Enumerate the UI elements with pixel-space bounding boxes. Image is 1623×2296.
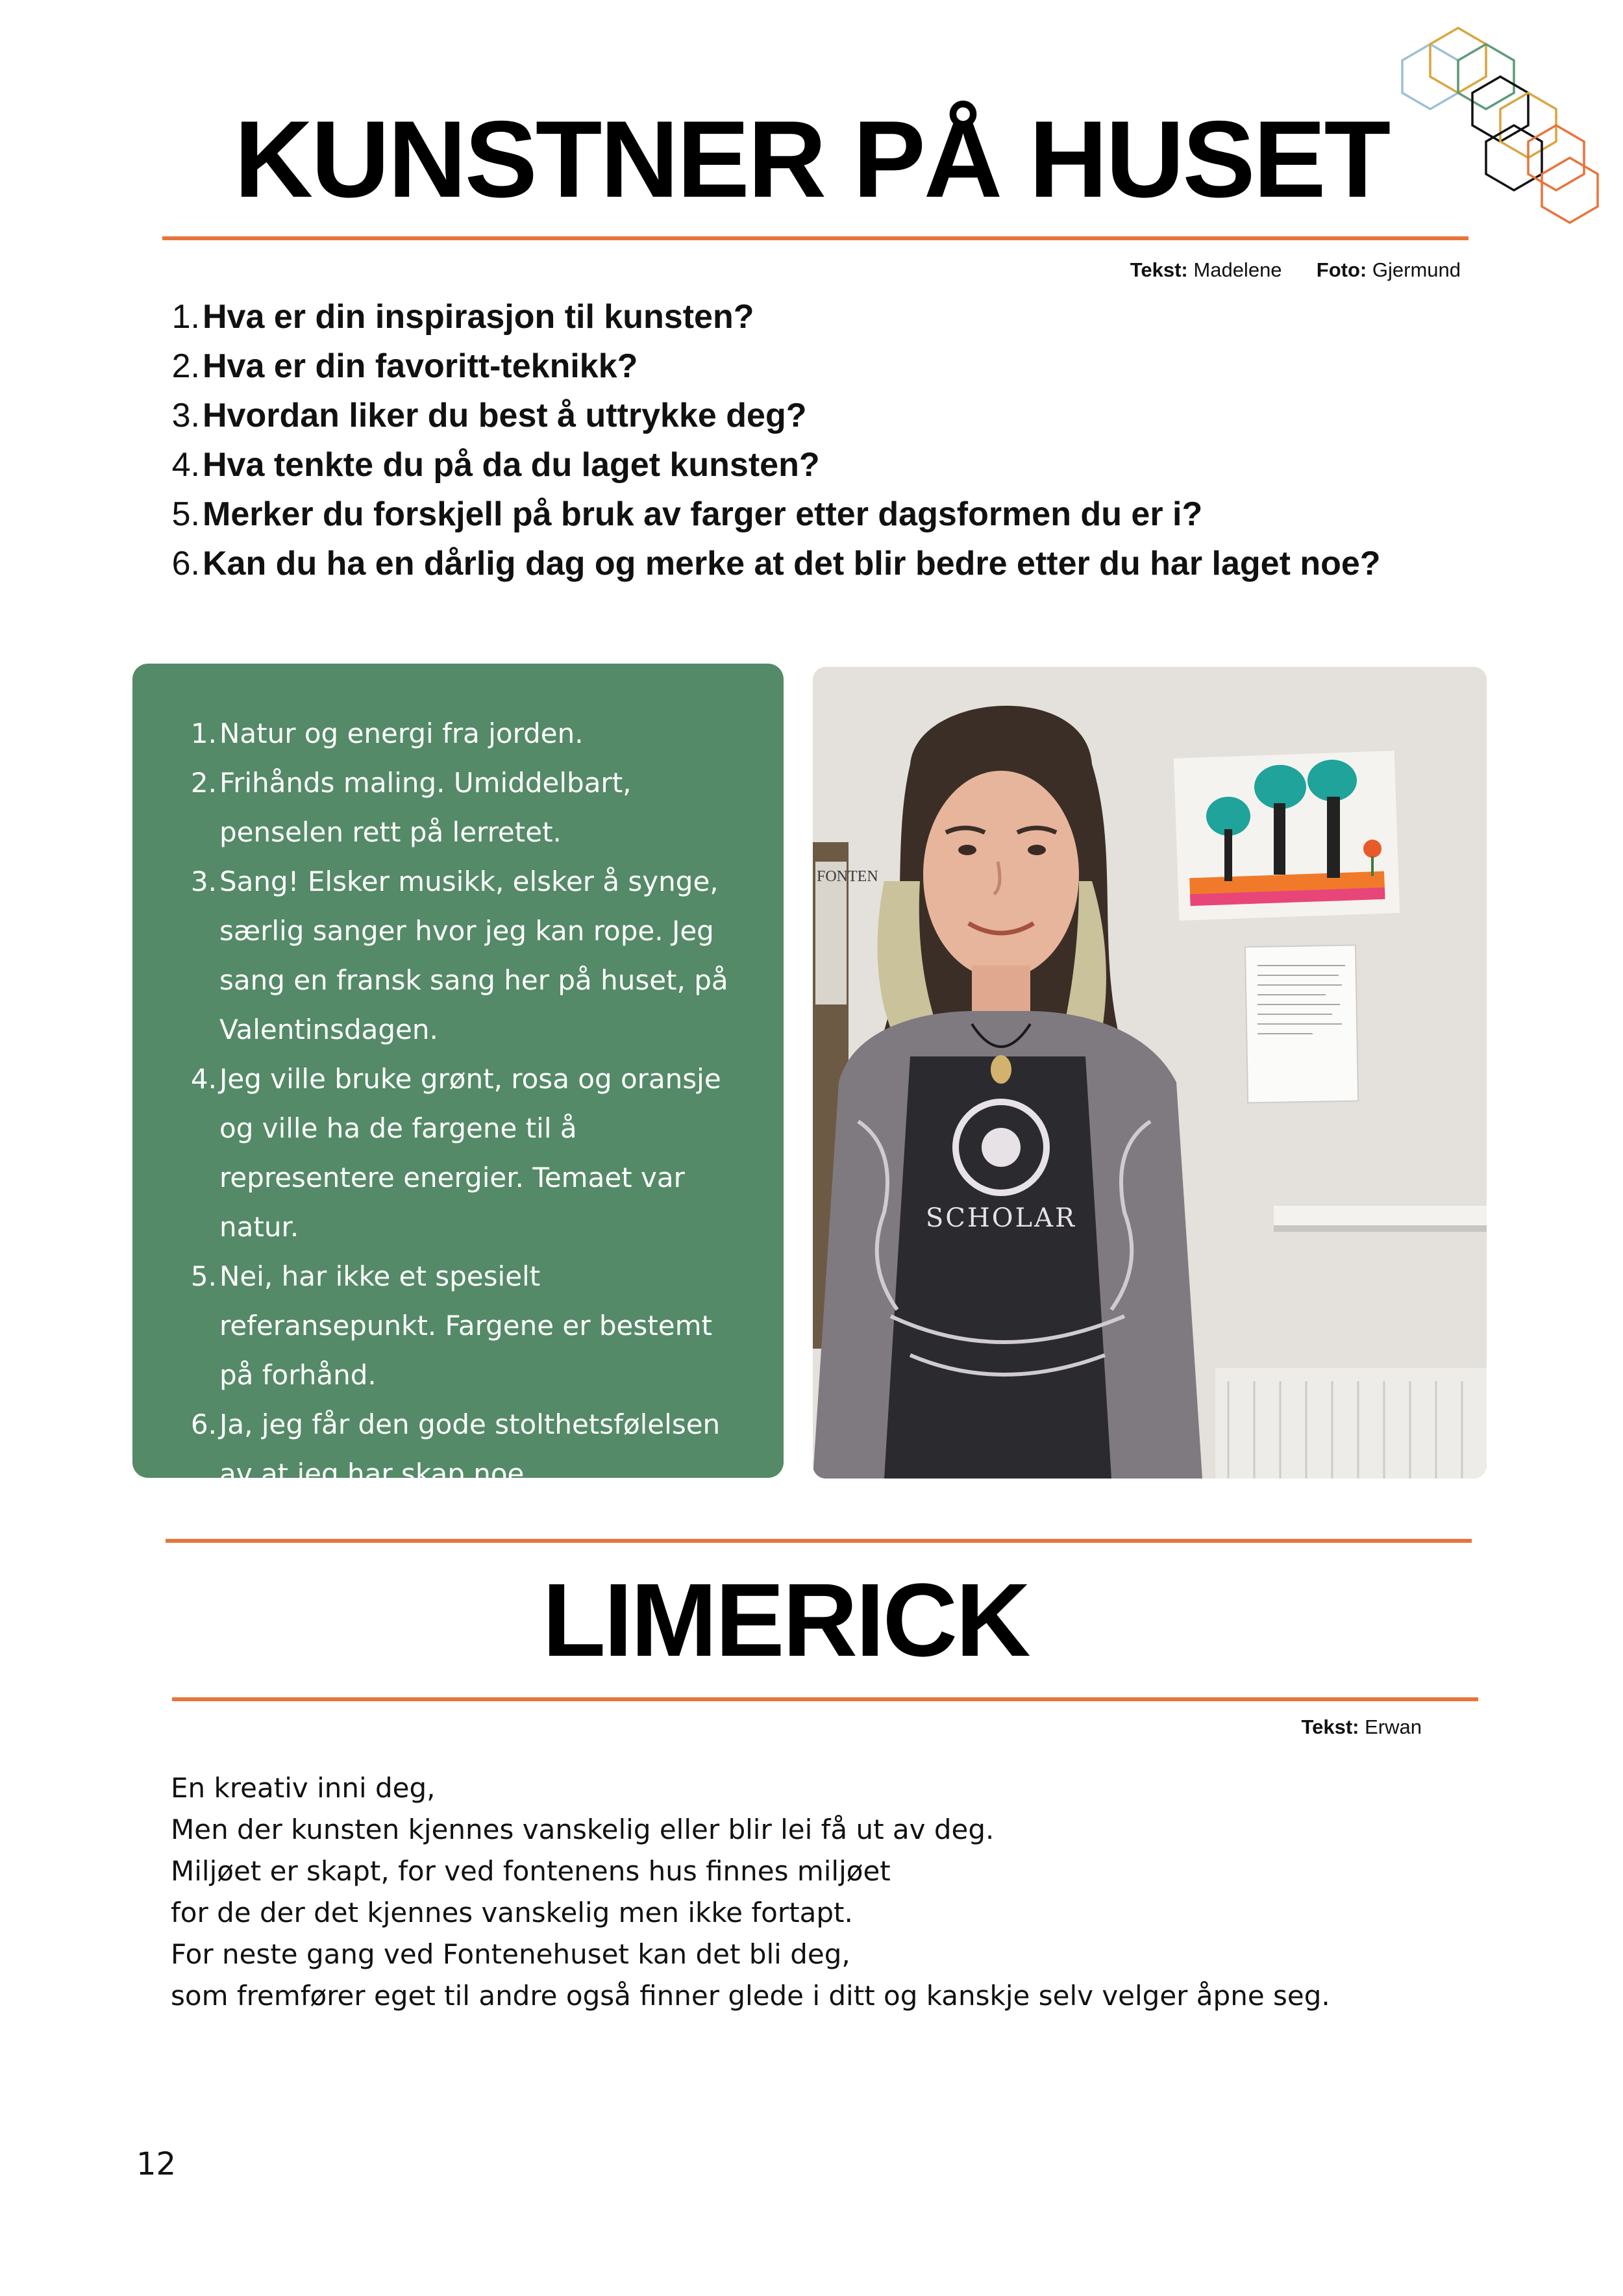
text-credit-label: Tekst: <box>1130 258 1188 281</box>
answer-text: Jeg ville bruke grønt, rosa og oransje og ville ha de fargene til å representere energier. Temaet var natur. <box>219 1063 721 1243</box>
limerick-top-divider <box>166 1539 1472 1543</box>
poem-line: for de der det kjennes vanskelig men ikke fortapt. <box>171 1897 853 1928</box>
poster-text: FONTEN <box>817 868 878 885</box>
list-item <box>183 758 754 857</box>
question-number: 2. <box>171 347 200 385</box>
question-text: Hvordan liker du best å uttrykke deg? <box>203 397 807 434</box>
poem-line: For neste gang ved Fontenehuset kan det bli deg, <box>171 1938 850 1970</box>
question-number: 5. <box>171 495 200 533</box>
answer-number: 2. <box>190 767 217 799</box>
poem-line: Men der kunsten kjennes vanskelig eller blir lei få ut av deg. <box>171 1814 995 1845</box>
text-credit-author: Madelene <box>1193 258 1282 281</box>
question-text: Hva tenkte du på da du laget kunsten? <box>203 446 820 484</box>
poem-line: En kreativ inni deg, <box>171 1772 436 1804</box>
wall-note <box>1245 945 1358 1103</box>
question-list <box>162 292 1381 588</box>
question-text: Merker du forskjell på bruk av farger etter dagsformen du er i? <box>203 495 1203 533</box>
answer-text: Frihånds maling. Umiddelbart, penselen rett på lerretet. <box>219 767 632 848</box>
limerick-byline <box>1301 1716 1422 1739</box>
list-item <box>183 1252 754 1400</box>
list-item <box>162 292 1381 342</box>
list-item <box>183 1400 754 1499</box>
byline <box>1130 258 1461 282</box>
photo-credit-author: Gjermund <box>1372 258 1461 281</box>
list-item <box>162 539 1381 588</box>
list-item <box>183 1054 754 1252</box>
page-number: 12 <box>136 2146 177 2182</box>
list-item <box>162 342 1381 391</box>
question-text: Kan du ha en dårlig dag og merke at det blir bedre etter du har laget noe? <box>203 545 1381 582</box>
text-credit-label: Tekst: <box>1301 1716 1359 1738</box>
answer-number: 5. <box>190 1260 217 1292</box>
page-title: KUNSTNER PÅ HUSET <box>234 98 1389 220</box>
answer-text: Ja, jeg får den gode stolthetsfølelsen av at jeg har skap noe. <box>219 1408 721 1490</box>
limerick-poem <box>171 1767 1534 2017</box>
answer-number: 4. <box>190 1063 217 1095</box>
list-item <box>183 857 754 1054</box>
artist-portrait-photo <box>813 667 1487 1479</box>
answer-text: Sang! Elsker musikk, elsker å synge, særlig sanger hvor jeg kan rope. Jeg sang en fransk sang her på huset, på Valentinsdagen. <box>219 866 728 1045</box>
question-number: 3. <box>171 397 200 434</box>
answer-number: 6. <box>190 1408 217 1440</box>
answer-text: Natur og energi fra jorden. <box>219 718 584 749</box>
answers-panel <box>132 664 784 1490</box>
wall-painting <box>1174 751 1400 921</box>
answer-number: 1. <box>190 718 217 749</box>
list-item <box>162 440 1381 490</box>
list-item <box>162 391 1381 440</box>
photo-credit-label: Foto: <box>1316 258 1367 281</box>
answer-list <box>183 709 754 1499</box>
shirt-text: SCHOLAR <box>925 1203 1077 1233</box>
answer-text: Nei, har ikke et spesielt referansepunkt. Fargene er bestemt på forhånd. <box>219 1260 712 1391</box>
list-item <box>183 709 754 758</box>
poem-line: Miljøet er skapt, for ved fontenens hus finnes miljøet <box>171 1855 891 1887</box>
question-text: Hva er din inspirasjon til kunsten? <box>203 298 754 336</box>
limerick-bottom-divider <box>172 1697 1478 1701</box>
poem-line: som fremfører eget til andre også finner glede i ditt og kanskje selv velger åpne seg. <box>171 1980 1330 2012</box>
question-text: Hva er din favoritt-teknikk? <box>203 347 638 385</box>
question-number: 1. <box>171 298 200 336</box>
question-number: 4. <box>171 446 200 484</box>
limerick-title: LIMERICK <box>542 1562 1029 1678</box>
question-number: 6. <box>171 545 200 582</box>
text-credit-author: Erwan <box>1365 1716 1422 1738</box>
answer-number: 3. <box>190 866 217 897</box>
title-divider <box>162 236 1468 240</box>
list-item <box>162 490 1381 539</box>
